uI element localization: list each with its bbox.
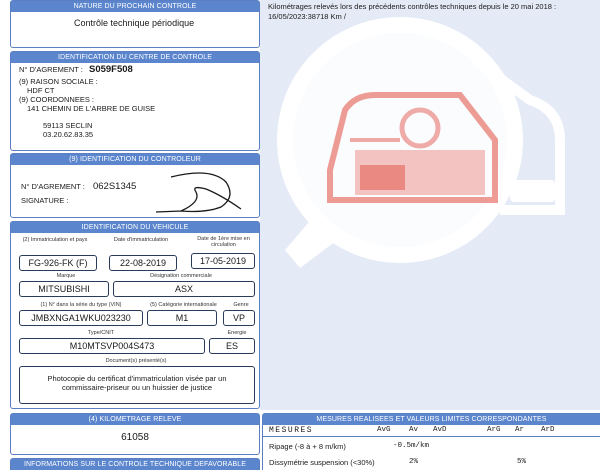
controleur-agrement-label: N° D'AGREMENT : xyxy=(21,182,85,191)
vin-label: (1) N° dans la série du type (VIN) xyxy=(40,302,122,308)
energie-label: Energie xyxy=(227,330,247,336)
immat-value: FG-926-FK (F) xyxy=(19,255,97,271)
car-magnifier-watermark-icon xyxy=(260,0,600,410)
controleur-panel xyxy=(10,153,260,218)
date-circ-value: 17-05-2019 xyxy=(191,253,255,269)
genre-value: VP xyxy=(223,310,255,326)
centre-raison-value: HDF CT xyxy=(27,86,55,95)
marque-label: Marque xyxy=(56,273,76,279)
history-text xyxy=(268,2,598,22)
date-circ-label: Date de 1ère mise en circulation xyxy=(197,236,250,248)
mesures-row-dissymetrie-label: Dissymétrie suspension (<30%) xyxy=(269,458,375,467)
mesures-col-arg: ArG xyxy=(487,426,501,434)
centre-header: IDENTIFICATION DU CENTRE DE CONTROLE xyxy=(11,52,259,63)
mesures-col-ard: ArD xyxy=(541,426,555,434)
mesures-col-av: Av xyxy=(409,426,419,434)
designation-value: ASX xyxy=(113,281,255,297)
mesures-panel xyxy=(262,413,600,470)
mesures-title: MESURES xyxy=(269,426,314,435)
centre-panel xyxy=(10,51,260,151)
kilometrage-panel xyxy=(10,413,260,455)
mesures-row-ripage-label: Ripage (-8 à + 8 m/km) xyxy=(269,442,346,451)
mesures-col-ar: Ar xyxy=(515,426,525,434)
categorie-value: M1 xyxy=(147,310,217,326)
centre-phone: 03.20.62.83.35 xyxy=(43,130,94,139)
centre-address-line2: 59113 SECLIN xyxy=(43,121,93,130)
watermark-background xyxy=(260,0,600,410)
type-value: M10MTSVP004S473 xyxy=(19,338,205,354)
kilometrage-value: 61058 xyxy=(121,432,149,443)
vin-value: JMBXNGA1WKU023230 xyxy=(19,310,143,326)
signature-icon xyxy=(151,167,251,215)
mesures-row-dissymetrie-value: 2% xyxy=(409,458,419,466)
kilometrage-header: (4) KILOMETRAGE RELEVE xyxy=(11,414,259,425)
controleur-signature-label: SIGNATURE : xyxy=(21,196,69,205)
centre-agrement-value: S059F508 xyxy=(88,64,133,75)
centre-raison-label: (9) RAISON SOCIALE : xyxy=(19,77,98,86)
mesures-col-avd: AvD xyxy=(433,426,447,434)
centre-coords-label: (9) COORDONNEES : xyxy=(19,95,95,104)
date-immat-value: 22-08-2019 xyxy=(109,255,177,271)
next-control-header: NATURE DU PROCHAIN CONTROLE xyxy=(11,1,259,12)
controleur-header: (9) IDENTIFICATION DU CONTROLEUR xyxy=(11,154,259,165)
infos-panel xyxy=(10,458,260,470)
genre-label: Genre xyxy=(233,302,249,308)
mesures-col-avg: AvG xyxy=(377,426,391,434)
documents-value: Photocopie du certificat d'immatriculation visée par un commissaire-priseur ou un huissier de justice xyxy=(19,366,255,404)
type-label: Type/CNIT xyxy=(87,330,115,336)
designation-label: Désignation commerciale xyxy=(150,273,212,279)
centre-address-line1: 141 CHEMIN DE L'ARBRE DE GUISE xyxy=(27,104,156,113)
mesures-row-ripage-value: -0.5m/km xyxy=(393,442,430,450)
categorie-label: (5) Catégorie internationale xyxy=(150,302,217,308)
vehicule-header: IDENTIFICATION DU VEHICULE xyxy=(11,222,259,233)
infos-header: INFORMATIONS SUR LE CONTROLE TECHNIQUE DEFAVORABLE xyxy=(11,459,259,470)
next-control-value: Contrôle technique périodique xyxy=(74,18,195,28)
vehicule-panel xyxy=(10,221,260,409)
documents-label: Document(s) présenté(s) xyxy=(105,358,167,364)
next-control-panel xyxy=(10,0,260,48)
date-immat-label: Date d'immatriculation xyxy=(113,237,169,243)
history-line-1: Kilométrages relevés lors des précédents contrôles techniques depuis le 20 mai 2018 : xyxy=(268,2,557,11)
mesures-row-dissymetrie-extra: 5% xyxy=(517,458,527,466)
controleur-agrement-value: 062S1345 xyxy=(92,181,137,192)
immat-label: (2) Immatriculation et pays xyxy=(22,237,88,243)
centre-agrement-label: N° D'AGREMENT : xyxy=(19,65,83,74)
marque-value: MITSUBISHI xyxy=(19,281,109,297)
mesures-header: MESURES REALISEES ET VALEURS LIMITES CORRESPONDANTES xyxy=(263,414,600,425)
history-line-2: 16/05/2023:38718 Km / xyxy=(268,12,346,21)
energie-value: ES xyxy=(209,338,255,354)
